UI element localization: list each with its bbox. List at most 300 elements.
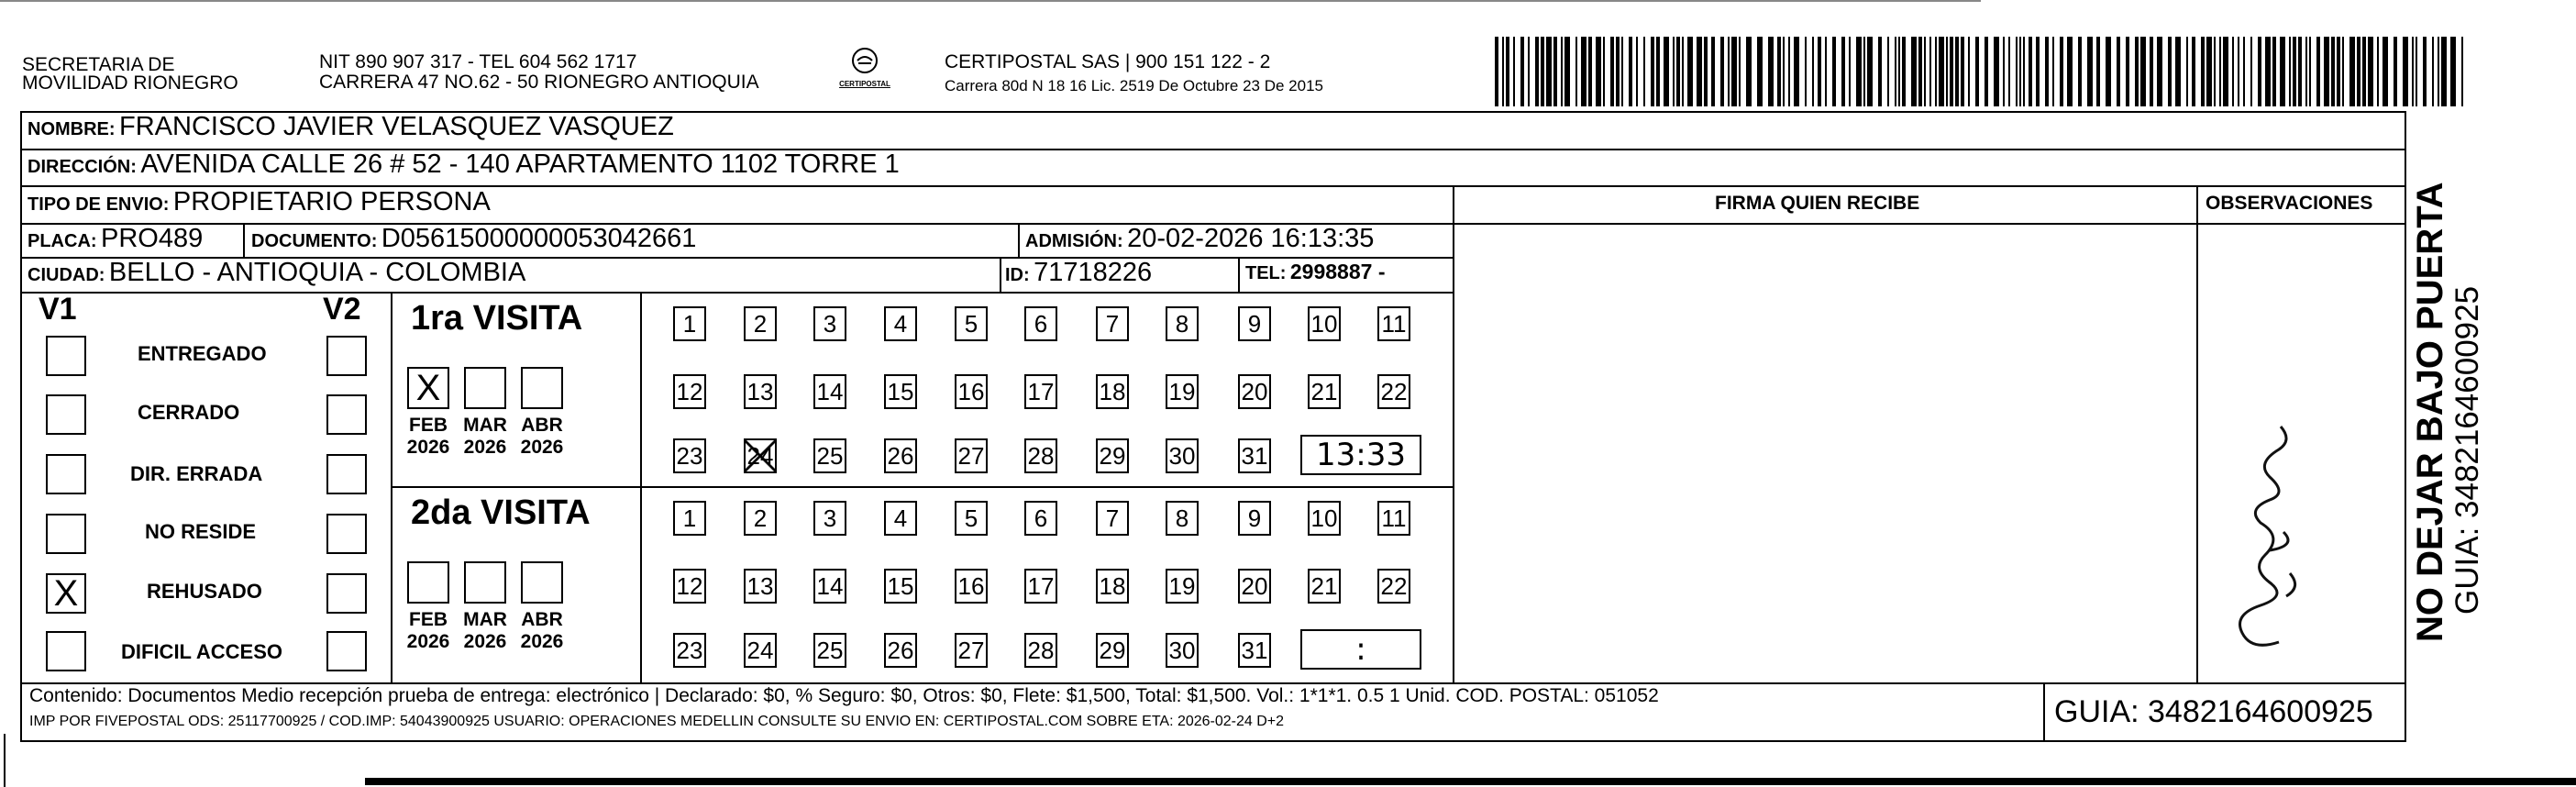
barcode-bar	[1985, 37, 1988, 106]
barcode-bar	[2450, 37, 2456, 106]
secretaria-line-2: MOVILIDAD RIONEGRO	[22, 72, 238, 94]
day-box[interactable]: 10	[1308, 306, 1341, 341]
v1-checkbox[interactable]: X	[46, 573, 86, 614]
barcode-bar	[1968, 37, 1970, 106]
day-box[interactable]: 21	[1308, 374, 1341, 409]
barcode-bar	[2342, 37, 2344, 106]
v2-checkbox[interactable]	[326, 394, 367, 435]
documento-value: D05615000000053042661	[381, 224, 697, 253]
day-box[interactable]: 18	[1096, 374, 1129, 409]
barcode-bar	[1720, 37, 1724, 106]
status-label: NO RESIDE	[145, 520, 257, 543]
day-box[interactable]: 25	[813, 633, 846, 668]
barcode-bar	[1788, 37, 1790, 106]
barcode-bar	[2150, 37, 2153, 106]
guia-box: GUIA: 3482164600925	[2054, 694, 2373, 729]
day-box[interactable]: 31	[1238, 438, 1271, 473]
nombre-value: FRANCISCO JAVIER VELASQUEZ VASQUEZ	[119, 112, 674, 141]
barcode-bar	[1711, 37, 1715, 106]
id-value: 71718226	[1034, 258, 1153, 287]
day-box[interactable]: 8	[1166, 306, 1199, 341]
barcode-bar	[1841, 37, 1845, 106]
day-box[interactable]: 9	[1238, 501, 1271, 536]
barcode-bar	[2192, 37, 2195, 106]
tipo-label: TIPO DE ENVIO:	[28, 194, 170, 215]
day-box[interactable]: 29	[1096, 633, 1129, 668]
barcode-bar	[1704, 37, 1708, 106]
placa-value: PRO489	[101, 224, 204, 253]
month-year: 2026	[520, 437, 564, 458]
barcode-bar	[1832, 37, 1836, 106]
top-rule	[0, 0, 1981, 2]
barcode-bar	[1520, 37, 1524, 106]
barcode-bar	[1911, 37, 1917, 106]
certipostal-logo-icon	[846, 46, 883, 75]
barcode-bar	[2078, 37, 2082, 106]
visit-title: 1ra VISITA	[411, 299, 583, 338]
day-box[interactable]: 4	[884, 306, 917, 341]
barcode-bar	[1728, 37, 1730, 106]
no-dejar-bajo-puerta: NO DEJAR BAJO PUERTA	[2410, 182, 2450, 642]
divider-visits-mid	[391, 486, 1453, 488]
direccion-row	[28, 150, 900, 180]
day-box[interactable]: 16	[955, 569, 988, 604]
barcode-bar	[2383, 37, 2388, 106]
barcode-bar	[1994, 37, 1999, 106]
id-label: ID:	[1005, 265, 1030, 285]
day-box[interactable]: 27	[955, 633, 988, 668]
barcode-bar	[1676, 37, 1680, 106]
barcode-bar	[1546, 37, 1552, 106]
day-box[interactable]: 11	[1377, 501, 1410, 536]
month-label	[401, 415, 456, 459]
nit-line: NIT 890 907 317 - TEL 604 562 1717	[319, 51, 637, 72]
barcode-bar	[2117, 37, 2120, 106]
barcode-bar	[2003, 37, 2005, 106]
day-box[interactable]: 15	[884, 569, 917, 604]
barcode-bar	[1651, 37, 1654, 106]
day-box[interactable]: 30	[1166, 438, 1199, 473]
direccion-value: AVENIDA CALLE 26 # 52 - 140 APARTAMENTO 1102 TORRE 1	[140, 150, 900, 179]
barcode-bar	[2140, 37, 2146, 106]
left-tick	[4, 734, 6, 787]
barcode-bar	[1812, 37, 1814, 106]
barcode-bar	[1564, 37, 1570, 106]
day-box[interactable]: 17	[1024, 569, 1057, 604]
barcode-bar	[2175, 37, 2181, 106]
barcode-bar	[1535, 37, 1539, 106]
status-label: REHUSADO	[147, 580, 262, 603]
day-box[interactable]: 5	[955, 501, 988, 536]
day-box[interactable]: 4	[884, 501, 917, 536]
day-box[interactable]: 19	[1166, 569, 1199, 604]
barcode-bar	[2272, 37, 2276, 106]
signature	[2215, 385, 2316, 660]
barcode-bar	[1603, 37, 1605, 106]
barcode-bar	[2289, 37, 2291, 106]
day-box[interactable]: 6	[1024, 306, 1057, 341]
footer-line	[20, 682, 2406, 684]
barcode-bar	[1610, 37, 1614, 106]
barcode-bar	[2219, 37, 2221, 106]
day-box[interactable]: 2	[744, 501, 777, 536]
placa-label: PLACA:	[28, 231, 97, 251]
barcode-bar	[2298, 37, 2302, 106]
month-name: FEB	[409, 415, 448, 436]
barcode-bar	[2349, 37, 2355, 106]
status-label: DIR. ERRADA	[130, 462, 263, 485]
barcode-bar	[2293, 37, 2296, 106]
v1-header: V1	[39, 292, 77, 327]
barcode-bar	[2250, 37, 2252, 106]
barcode-bar	[2045, 37, 2049, 106]
day-box[interactable]: 23	[673, 438, 706, 473]
divider-firma	[1453, 185, 1454, 683]
v2-checkbox[interactable]	[326, 631, 367, 671]
barcode-bar	[1561, 37, 1563, 106]
barcode-bar	[1950, 37, 1953, 106]
day-box[interactable]: 24	[744, 438, 777, 473]
day-box[interactable]: 12	[673, 569, 706, 604]
ciudad-value: BELLO - ANTIOQUIA - COLOMBIA	[108, 258, 526, 287]
barcode-bar	[1805, 37, 1807, 106]
v1-checkbox[interactable]	[46, 336, 86, 376]
barcode-bar	[2441, 37, 2447, 106]
barcode-bar	[1541, 37, 1544, 106]
day-box[interactable]: 5	[955, 306, 988, 341]
day-box[interactable]: 25	[813, 438, 846, 473]
barcode-bar	[2060, 37, 2063, 106]
barcode-bar	[2337, 37, 2340, 106]
logo-text: CERTIPOSTAL	[839, 80, 890, 88]
month-year: 2026	[406, 437, 450, 458]
barcode-bar	[1528, 37, 1530, 106]
barcode-bar	[1682, 37, 1684, 106]
month-checkbox[interactable]	[464, 367, 506, 409]
barcode-bar	[1935, 37, 1937, 106]
month-name: ABR	[521, 609, 563, 630]
v2-checkbox[interactable]	[326, 336, 367, 376]
barcode-bar	[2305, 37, 2307, 106]
day-box[interactable]: 9	[1238, 306, 1271, 341]
barcode-bar	[2377, 37, 2379, 106]
barcode-bar	[1673, 37, 1675, 106]
day-box[interactable]: 20	[1238, 374, 1271, 409]
barcode-bar	[2157, 37, 2162, 106]
barcode-bar	[2265, 37, 2271, 106]
barcode-bar	[2438, 37, 2439, 106]
barcode-bar	[1863, 37, 1865, 106]
day-box[interactable]: 26	[884, 438, 917, 473]
barcode-bar	[1575, 37, 1577, 106]
time-box[interactable]: :	[1300, 629, 1421, 670]
barcode-bar	[1502, 37, 1504, 106]
barcode-bar	[1887, 37, 1889, 106]
divider-id	[1000, 257, 1001, 293]
day-box[interactable]: 13	[744, 374, 777, 409]
month-label	[458, 415, 513, 459]
v1-checkbox[interactable]	[46, 514, 86, 554]
barcode-bar	[1818, 37, 1821, 106]
observaciones-header: OBSERVACIONES	[2206, 193, 2373, 214]
day-box[interactable]: 28	[1024, 633, 1057, 668]
day-box[interactable]: 6	[1024, 501, 1057, 536]
barcode-bar	[1581, 37, 1587, 106]
day-box[interactable]: 19	[1166, 374, 1199, 409]
barcode-bar	[1856, 37, 1862, 106]
status-label: ENTREGADO	[138, 342, 267, 365]
barcode-bar	[2036, 37, 2040, 106]
ciudad-label: CIUDAD:	[28, 265, 105, 285]
barcode-bar	[2029, 37, 2032, 106]
contenido-line: Contenido: Documentos Medio recepción prueba de entrega: electrónico | Declarado: $0, % Seguro: $0, Otros: $0, Flete: $1,500, Total: $1,500. Vol.: 1*1*1. 0.5 1 Unid. COD. POSTAL: 051052	[29, 685, 1659, 706]
month-checkbox[interactable]	[521, 561, 563, 604]
day-box[interactable]: 27	[955, 438, 988, 473]
barcode-bar	[2223, 37, 2228, 106]
barcode-bar	[2368, 37, 2373, 106]
barcode-bar	[1621, 37, 1623, 106]
day-box[interactable]: 24	[744, 633, 777, 668]
barcode-bar	[1794, 37, 1799, 106]
v1-checkbox[interactable]	[46, 394, 86, 435]
month-label	[458, 609, 513, 653]
day-box[interactable]: 28	[1024, 438, 1057, 473]
day-box[interactable]: 11	[1377, 306, 1410, 341]
divider-placa	[243, 223, 245, 259]
resolucion-line: Carrera 80d N 18 16 Lic. 2519 De Octubre 23 De 2015	[945, 77, 1323, 94]
barcode	[1495, 37, 2467, 106]
month-checkbox[interactable]	[407, 561, 449, 604]
ciudad-row	[28, 258, 525, 288]
barcode-bar	[2135, 37, 2139, 106]
visit-title: 2da VISITA	[411, 493, 591, 532]
barcode-bar	[2052, 37, 2054, 106]
tel-value: 2998887 -	[1289, 260, 1386, 283]
day-box[interactable]: 14	[813, 374, 846, 409]
day-box[interactable]: 23	[673, 633, 706, 668]
certipostal-logo	[825, 46, 904, 99]
barcode-bar	[2331, 37, 2335, 106]
barcode-bar	[2168, 37, 2172, 106]
month-checkbox[interactable]	[464, 561, 506, 604]
barcode-bar	[1664, 37, 1669, 106]
barcode-bar	[1777, 37, 1781, 106]
day-box[interactable]: 15	[884, 374, 917, 409]
barcode-bar	[1731, 37, 1737, 106]
admision-label: ADMISIÓN:	[1025, 231, 1123, 251]
day-box[interactable]: 10	[1308, 501, 1341, 536]
barcode-bar	[2126, 37, 2129, 106]
nombre-label: NOMBRE:	[28, 119, 116, 139]
secretaria-line-1: SECRETARIA DE	[22, 54, 175, 75]
barcode-bar	[2008, 37, 2010, 106]
barcode-bar	[1924, 37, 1926, 106]
barcode-bar	[1768, 37, 1774, 106]
day-box[interactable]: 31	[1238, 633, 1271, 668]
day-box[interactable]: 18	[1096, 569, 1129, 604]
barcode-bar	[1739, 37, 1741, 106]
v2-header: V2	[323, 292, 361, 327]
barcode-bar	[2416, 37, 2417, 106]
day-box[interactable]: 14	[813, 569, 846, 604]
month-year: 2026	[520, 631, 564, 652]
month-checkbox[interactable]: X	[407, 367, 449, 409]
barcode-bar	[1616, 37, 1620, 106]
v1-checkbox[interactable]	[46, 631, 86, 671]
status-label: CERRADO	[138, 401, 240, 424]
barcode-bar	[2394, 37, 2397, 106]
barcode-bar	[2258, 37, 2261, 106]
day-box[interactable]: 7	[1096, 501, 1129, 536]
barcode-bar	[1895, 37, 1896, 106]
barcode-bar	[1867, 37, 1873, 106]
month-label	[401, 609, 456, 653]
barcode-bar	[1929, 37, 1931, 106]
barcode-bar	[2238, 37, 2239, 106]
day-box[interactable]: 8	[1166, 501, 1199, 536]
v2-checkbox[interactable]	[326, 514, 367, 554]
barcode-bar	[1961, 37, 1964, 106]
barcode-bar	[2432, 37, 2434, 106]
day-box[interactable]: 16	[955, 374, 988, 409]
barcode-bar	[1513, 37, 1515, 106]
barcode-bar	[2403, 37, 2408, 106]
barcode-bar	[2461, 37, 2463, 106]
bottom-rule	[365, 778, 2576, 785]
day-box[interactable]: 1	[673, 306, 706, 341]
barcode-bar	[2106, 37, 2111, 106]
barcode-bar	[2087, 37, 2093, 106]
day-box[interactable]: 17	[1024, 374, 1057, 409]
id-row	[1005, 258, 1152, 288]
day-box[interactable]: 29	[1096, 438, 1129, 473]
day-box[interactable]: 3	[813, 306, 846, 341]
month-name: FEB	[409, 609, 448, 630]
address-line: CARRERA 47 NO.62 - 50 RIONEGRO ANTIOQUIA	[319, 72, 759, 93]
barcode-bar	[2243, 37, 2245, 106]
barcode-bar	[2186, 37, 2188, 106]
barcode-bar	[1878, 37, 1882, 106]
documento-row	[251, 224, 696, 254]
certipostal-line: CERTIPOSTAL SAS | 900 151 122 - 2	[945, 51, 1271, 72]
barcode-bar	[1849, 37, 1851, 106]
barcode-bar	[2309, 37, 2311, 106]
barcode-bar	[2232, 37, 2234, 106]
barcode-bar	[1495, 37, 1498, 106]
v1-checkbox[interactable]	[46, 454, 86, 494]
barcode-bar	[1553, 37, 1557, 106]
time-box[interactable]: 13:33	[1300, 435, 1421, 475]
barcode-bar	[2412, 37, 2414, 106]
barcode-bar	[1506, 37, 1509, 106]
barcode-bar	[2023, 37, 2025, 106]
documento-label: DOCUMENTO:	[251, 231, 378, 251]
day-box[interactable]: 30	[1166, 633, 1199, 668]
divider-observaciones	[2196, 185, 2198, 683]
barcode-bar	[1588, 37, 1592, 106]
day-box[interactable]: 2	[744, 306, 777, 341]
barcode-bar	[1687, 37, 1693, 106]
divider-admision	[1018, 223, 1020, 259]
day-box[interactable]: 13	[744, 569, 777, 604]
month-name: MAR	[463, 609, 507, 630]
day-box[interactable]: 21	[1308, 569, 1341, 604]
v2-checkbox[interactable]	[326, 573, 367, 614]
barcode-bar	[1757, 37, 1763, 106]
barcode-bar	[2324, 37, 2329, 106]
barcode-bar	[1825, 37, 1827, 106]
barcode-bar	[2067, 37, 2073, 106]
barcode-bar	[2362, 37, 2366, 106]
imp-line: IMP POR FIVEPOSTAL ODS: 25117700925 / COD.IMP: 54043900925 USUARIO: OPERACIONES MEDELLIN CONSULTE SU ENVIO EN: CERTIPOSTAL.COM SOBRE ETA: 2026-02-24 D+2	[29, 714, 1285, 729]
month-label	[514, 415, 569, 459]
barcode-bar	[1596, 37, 1601, 106]
admision-value: 20-02-2026 16:13:35	[1127, 224, 1375, 253]
barcode-bar	[1636, 37, 1638, 106]
divider-tel	[1238, 257, 1240, 293]
barcode-bar	[1939, 37, 1944, 106]
tipo-value: PROPIETARIO PERSONA	[172, 187, 491, 216]
barcode-bar	[1975, 37, 1979, 106]
barcode-bar	[1946, 37, 1948, 106]
month-year: 2026	[463, 631, 507, 652]
barcode-bar	[1955, 37, 1959, 106]
day-box[interactable]: 22	[1377, 569, 1410, 604]
barcode-bar	[1902, 37, 1906, 106]
day-box[interactable]: 7	[1096, 306, 1129, 341]
tel-label: TEL:	[1245, 263, 1287, 283]
day-box[interactable]: 1	[673, 501, 706, 536]
admision-row	[1025, 224, 1374, 254]
month-name: ABR	[521, 415, 563, 436]
direccion-label: DIRECCIÓN:	[28, 157, 137, 177]
month-checkbox[interactable]	[521, 367, 563, 409]
barcode-bar	[1783, 37, 1785, 106]
barcode-bar	[1656, 37, 1660, 106]
barcode-bar	[2019, 37, 2021, 106]
barcode-bar	[1746, 37, 1752, 106]
barcode-bar	[2206, 37, 2212, 106]
barcode-bar	[2201, 37, 2205, 106]
day-box[interactable]: 12	[673, 374, 706, 409]
barcode-bar	[2423, 37, 2427, 106]
firma-header: FIRMA QUIEN RECIBE	[1715, 193, 1920, 214]
barcode-bar	[2214, 37, 2216, 106]
barcode-bar	[2096, 37, 2100, 106]
month-label	[514, 609, 569, 653]
barcode-bar	[2357, 37, 2360, 106]
barcode-bar	[2280, 37, 2285, 106]
barcode-bar	[1643, 37, 1645, 106]
placa-row	[28, 224, 203, 254]
month-name: MAR	[463, 415, 507, 436]
divider-footer-guia	[2043, 682, 2045, 742]
day-box[interactable]: 20	[1238, 569, 1271, 604]
tel-row	[1245, 260, 1385, 284]
barcode-bar	[1697, 37, 1702, 106]
barcode-bar	[1629, 37, 1632, 106]
day-box[interactable]: 22	[1377, 374, 1410, 409]
nombre-row	[28, 112, 674, 142]
barcode-bar	[2316, 37, 2320, 106]
v2-checkbox[interactable]	[326, 454, 367, 494]
day-box[interactable]: 26	[884, 633, 917, 668]
day-box[interactable]: 3	[813, 501, 846, 536]
tipo-row	[28, 187, 491, 217]
barcode-bar	[2016, 37, 2018, 106]
status-label: DIFICIL ACCESO	[121, 640, 283, 663]
barcode-bar	[1898, 37, 1900, 106]
